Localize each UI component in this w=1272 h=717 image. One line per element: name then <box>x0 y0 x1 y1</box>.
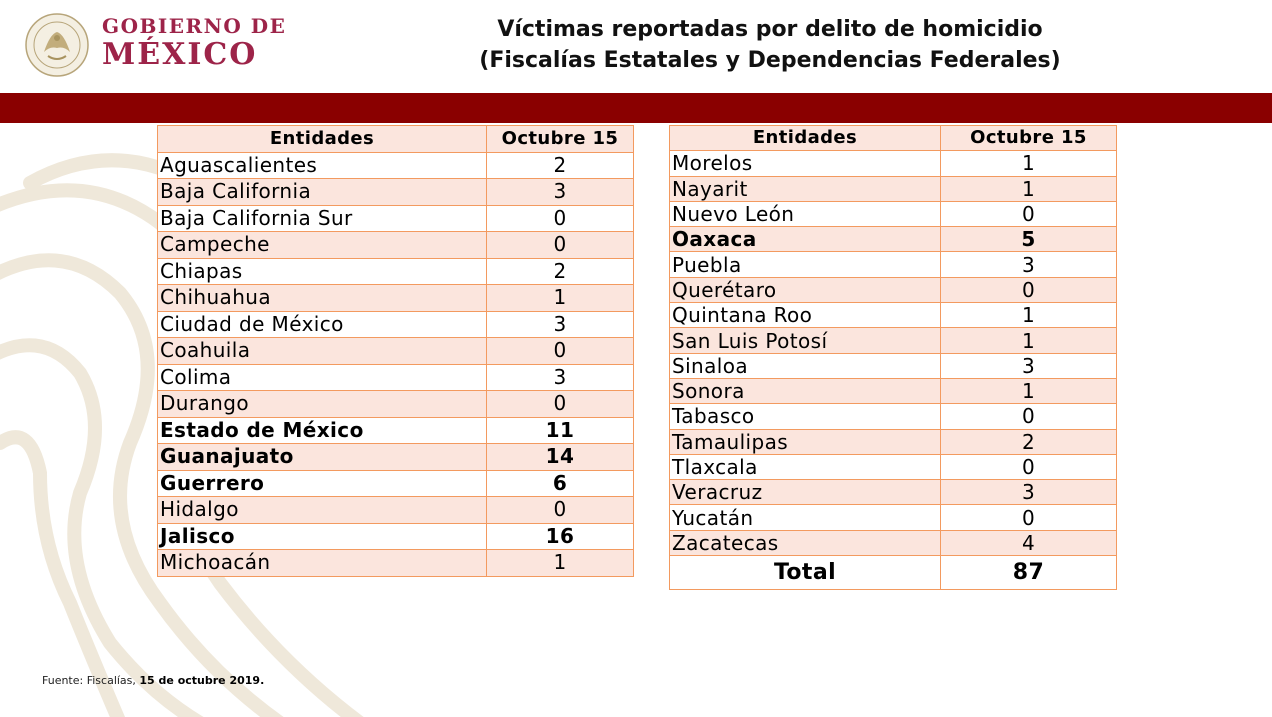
table-row <box>158 232 634 259</box>
victim-count: 3 <box>941 252 1117 277</box>
state-name: Sonora <box>670 378 941 403</box>
table-row <box>158 550 634 577</box>
victim-count: 0 <box>941 505 1117 530</box>
table-row <box>158 523 634 550</box>
total-label: Total <box>670 556 941 590</box>
state-name: Oaxaca <box>670 227 941 252</box>
table-row <box>670 530 1117 555</box>
table-row <box>158 417 634 444</box>
victim-count: 14 <box>487 444 634 471</box>
gov-line-1: GOBIERNO DE <box>102 14 287 38</box>
state-name: Quintana Roo <box>670 303 941 328</box>
table-left <box>157 125 634 577</box>
victim-count: 1 <box>941 151 1117 176</box>
state-name: Campeche <box>158 232 487 259</box>
table-row <box>158 179 634 206</box>
state-name: Baja California <box>158 179 487 206</box>
state-name: Tlaxcala <box>670 454 941 479</box>
state-name: Hidalgo <box>158 497 487 524</box>
victim-count: 16 <box>487 523 634 550</box>
victim-count: 2 <box>941 429 1117 454</box>
victim-count: 1 <box>941 328 1117 353</box>
state-name: Tamaulipas <box>670 429 941 454</box>
table-row <box>670 505 1117 530</box>
victim-count: 2 <box>487 152 634 179</box>
state-name: Morelos <box>670 151 941 176</box>
table-row <box>670 277 1117 302</box>
victim-count: 0 <box>487 338 634 365</box>
table-row <box>670 328 1117 353</box>
victim-count: 2 <box>487 258 634 285</box>
table-header-row <box>158 126 634 153</box>
table-row <box>158 311 634 338</box>
source-prefix: Fuente: Fiscalías, <box>42 674 140 687</box>
state-name: Querétaro <box>670 277 941 302</box>
table-row <box>158 497 634 524</box>
state-name: Veracruz <box>670 480 941 505</box>
state-name: Durango <box>158 391 487 418</box>
victim-count: 11 <box>487 417 634 444</box>
header-band <box>0 93 1272 123</box>
table-row <box>158 205 634 232</box>
state-name: Estado de México <box>158 417 487 444</box>
state-name: Chihuahua <box>158 285 487 312</box>
victim-count: 0 <box>487 205 634 232</box>
table-row <box>670 303 1117 328</box>
table-row <box>158 470 634 497</box>
column-header-octubre: Octubre 15 <box>487 126 634 153</box>
column-header-entidades: Entidades <box>158 126 487 153</box>
table-row <box>670 227 1117 252</box>
government-logo-text <box>102 16 286 70</box>
state-name: Aguascalientes <box>158 152 487 179</box>
victim-count: 0 <box>487 232 634 259</box>
victim-count: 6 <box>487 470 634 497</box>
source-note <box>42 674 264 687</box>
title-line-2: (Fiscalías Estatales y Dependencias Federales) <box>479 48 1061 73</box>
victim-count: 4 <box>941 530 1117 555</box>
state-name: Sinaloa <box>670 353 941 378</box>
victim-count: 3 <box>941 480 1117 505</box>
table-row <box>158 391 634 418</box>
victim-count: 3 <box>941 353 1117 378</box>
state-name: Guerrero <box>158 470 487 497</box>
table-row <box>158 152 634 179</box>
table-row <box>158 444 634 471</box>
victim-count: 1 <box>487 285 634 312</box>
table-row <box>670 378 1117 403</box>
state-name: Ciudad de México <box>158 311 487 338</box>
table-row <box>670 480 1117 505</box>
state-name: Yucatán <box>670 505 941 530</box>
table-row <box>158 258 634 285</box>
victim-count: 0 <box>941 454 1117 479</box>
victim-count: 0 <box>487 497 634 524</box>
state-name: Nuevo León <box>670 201 941 226</box>
state-name: Baja California Sur <box>158 205 487 232</box>
state-name: Chiapas <box>158 258 487 285</box>
table-row <box>158 285 634 312</box>
victim-count: 0 <box>487 391 634 418</box>
state-name: Coahuila <box>158 338 487 365</box>
column-header-entidades: Entidades <box>670 126 941 151</box>
state-name: Puebla <box>670 252 941 277</box>
victim-count: 1 <box>941 303 1117 328</box>
table-row <box>670 429 1117 454</box>
state-name: Nayarit <box>670 176 941 201</box>
victim-count: 0 <box>941 277 1117 302</box>
national-seal-icon <box>24 12 90 78</box>
state-name: Colima <box>158 364 487 391</box>
state-name: Jalisco <box>158 523 487 550</box>
victim-count: 1 <box>487 550 634 577</box>
source-date: 15 de octubre 2019. <box>139 674 265 687</box>
state-name: Zacatecas <box>670 530 941 555</box>
table-row <box>670 252 1117 277</box>
table-right <box>669 125 1117 590</box>
total-value: 87 <box>941 556 1117 590</box>
victim-count: 1 <box>941 378 1117 403</box>
victim-count: 3 <box>487 311 634 338</box>
table-row <box>670 454 1117 479</box>
table-row <box>158 338 634 365</box>
table-row <box>670 353 1117 378</box>
victim-count: 1 <box>941 176 1117 201</box>
title-line-1: Víctimas reportadas por delito de homicidio <box>497 17 1043 42</box>
victim-count: 5 <box>941 227 1117 252</box>
state-name: Guanajuato <box>158 444 487 471</box>
total-row <box>670 556 1117 590</box>
table-row <box>670 201 1117 226</box>
victim-count: 3 <box>487 364 634 391</box>
gov-line-2: MÉXICO <box>102 37 258 72</box>
table-header-row <box>670 126 1117 151</box>
victim-count: 3 <box>487 179 634 206</box>
page-title <box>400 14 1140 76</box>
header <box>0 0 1272 93</box>
victim-count: 0 <box>941 404 1117 429</box>
column-header-octubre: Octubre 15 <box>941 126 1117 151</box>
state-name: San Luis Potosí <box>670 328 941 353</box>
state-name: Tabasco <box>670 404 941 429</box>
victim-count: 0 <box>941 201 1117 226</box>
table-row <box>670 151 1117 176</box>
table-row <box>158 364 634 391</box>
table-row <box>670 404 1117 429</box>
table-row <box>670 176 1117 201</box>
state-name: Michoacán <box>158 550 487 577</box>
